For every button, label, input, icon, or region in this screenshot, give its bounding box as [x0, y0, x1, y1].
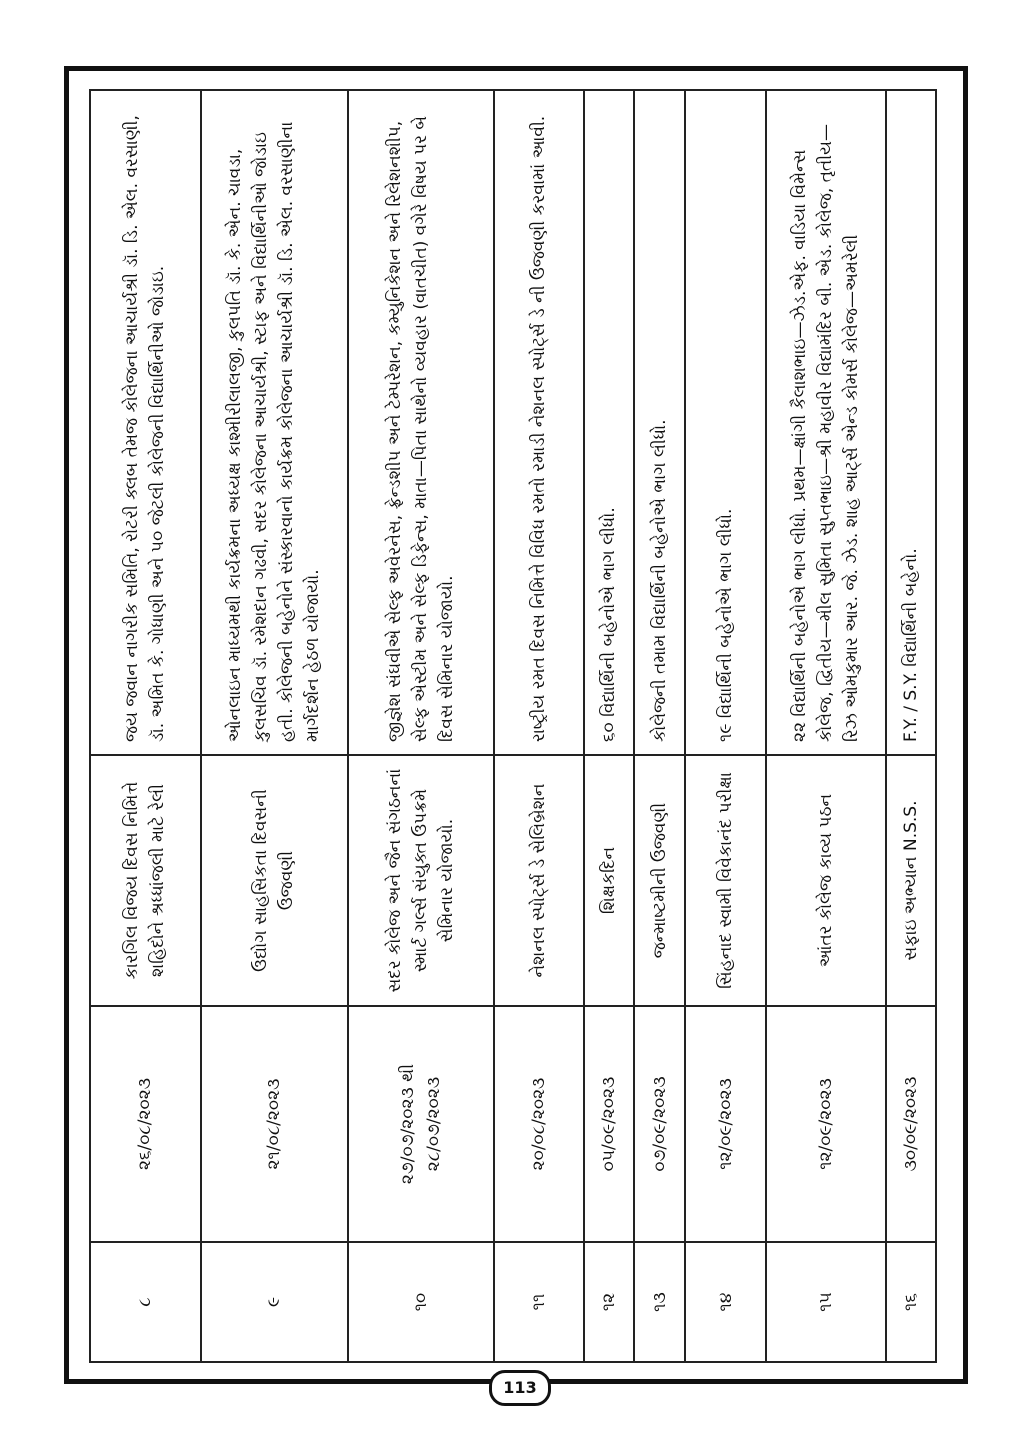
- program-cell: આંતર કોલેજ કાવ્ય પઠન: [766, 755, 885, 1006]
- serial-number-cell: ૧૪: [685, 1242, 767, 1362]
- events-table: [89, 89, 937, 1363]
- serial-number-cell: ૧૦: [348, 1242, 495, 1362]
- program-cell: નેશનલ સ્પોર્ટ્સ ડે સેલિબ્રેશન: [494, 755, 584, 1006]
- table-row: [766, 90, 885, 1362]
- program-cell: સફાઇ અભ્યાન N.S.S.: [886, 755, 936, 1006]
- rotated-table-container: [89, 89, 937, 1363]
- table-row: [348, 90, 495, 1362]
- details-cell: ૨૨ વિદ્યાર્થિની બહેનોએ ભાગ લીધો. પ્રથમ—ક્ષાંગી કૈલાશભાઇ—ઝેડ.એફ. વાડિયા વિમેન્સ કોલેજ, દ્વિતીય—મીલ સુમિતા સુપ્તભાઇ—શ્રી મહાવીર વિદ્યામંદિર બી. એડ. કોલેજ, તૃતીય—રિઝ ઓમકુમાર આર. જે. ઝેડ. શાહ આર્ટ્સ એન્ડ કોમર્સ કોલેજ—અમરેલી: [766, 90, 885, 755]
- table-row: [90, 90, 201, 1362]
- serial-number-cell: ૧૩: [634, 1242, 684, 1362]
- date-cell: ૦૭/૦૯/૨૦૨૩: [634, 1006, 684, 1242]
- date-cell: ૧૨/૦૯/૨૦૨૩: [766, 1006, 885, 1242]
- table-row: [634, 90, 684, 1362]
- serial-number-cell: ૧૫: [766, 1242, 885, 1362]
- table-viewport: [89, 89, 937, 1363]
- details-cell: જય જવાન નાગરીક સમિતિ, રોટરી ક્લબ તેમજ કોલેજના આચાર્યશ્રી ડૉ. ડિ. એલ. વરસાણી, ડૉ. અમિત કે. ગોધાણી અને ૫૦ જેટલી કોલેજની વિદ્યાર્થિનીઓ જોડાઇ.: [90, 90, 201, 755]
- table-row: [494, 90, 584, 1362]
- date-cell: ૨૧/૦૮/૨૦૨૩: [201, 1006, 348, 1242]
- events-table-body: [90, 90, 936, 1362]
- serial-number-cell: ૧૧: [494, 1242, 584, 1362]
- program-cell: શિક્ષકદિન: [584, 755, 634, 1006]
- details-cell: ઓનલાઇન માધ્યમથી કાર્યક્રમના અધ્યક્ષ કાશ્મીરીલાલજી, કુલપતિ ડૉ. કે. એન. ચાવડા, કુલસચિવ ડૉ. રમેશદાન ગઢવી, સદર કોલેજના આચાર્યશ્રી, સ્ટાફ અને વિદ્યાર્થિનીઓ જોડાઇ હતી. કોલેજની બહેનોને સંસ્કારવાનો કાર્યક્રમ કોલેજના આચાર્યશ્રી ડૉ. ડિ. એલ. વરસાણીના માર્ગદર્શન હેઠળ યોજાયો.: [201, 90, 348, 755]
- table-row: [201, 90, 348, 1362]
- program-cell: કારગિલ વિજય દિવસ નિમિત્તે શહિદોને શ્રધ્ધાંજલી માટે રેલી: [90, 755, 201, 1006]
- page-number: 113: [489, 1370, 551, 1406]
- details-cell: કોલેજની તમામ વિદ્યાર્થિની બહેનોએ ભાગ લીધો.: [634, 90, 684, 755]
- date-cell: ૨૦/૦૮/૨૦૨૩: [494, 1006, 584, 1242]
- program-cell: સિંહનાદ સ્વામી વિવેકાનંદ પરીક્ષા: [685, 755, 767, 1006]
- details-cell: ૧૯ વિદ્યાર્થિની બહેનોએ ભાગ લીધો.: [685, 90, 767, 755]
- details-cell: જીજ્ઞેશ સંઘવીએ સેલ્ફ અવેરનેસ, ફ્રેન્ડશીપ અને ટેમ્પરેશન, કમ્યુનિકેશન અને રિલેશનશીપ, સેલ્ફ એસ્ટીમ અને સેલ્ફ ડિફેન્સ, માતા—પિતા સાથેનો વ્યવહાર (વાતચીત) વગેરે વિષય પર બે દિવસ સેમિનાર યોજાયો.: [348, 90, 495, 755]
- table-row: [685, 90, 767, 1362]
- date-cell: ૨૭/૦૭/૨૦૨૩ થી ૨૮/૦૭/૨૦૨૩: [348, 1006, 495, 1242]
- date-cell: ૧૨/૦૯/૨૦૨૩: [685, 1006, 767, 1242]
- date-cell: ૨૬/૦૮/૨૦૨૩: [90, 1006, 201, 1242]
- serial-number-cell: ૧૨: [584, 1242, 634, 1362]
- serial-number-cell: ૯: [201, 1242, 348, 1362]
- date-cell: ૩૦/૦૯/૨૦૨૩: [886, 1006, 936, 1242]
- program-cell: ઉદ્યોગ સાહસિકતા દિવસની ઉજવણી: [201, 755, 348, 1006]
- program-cell: જન્માષ્ટમીની ઉજવણી: [634, 755, 684, 1006]
- date-cell: ૦૫/૦૯/૨૦૨૩: [584, 1006, 634, 1242]
- details-cell: ૬૦ વિદ્યાર્થિની બહેનોએ ભાગ લીધો.: [584, 90, 634, 755]
- details-cell: F.Y. / S.Y. વિદ્યાર્થિની બહેનો.: [886, 90, 936, 755]
- table-row: [886, 90, 936, 1362]
- serial-number-cell: ૧૬: [886, 1242, 936, 1362]
- program-cell: સદર કોલેજ અને જૈન સંગઠનનાં સ્માર્ટ ગર્લ્સ સંયુક્ત ઉપક્રમે સેમિનાર યોજાયો.: [348, 755, 495, 1006]
- details-cell: રાષ્ટ્રીય રમત દિવસ નિમિત્તે વિવિધ રમતો રમાડી નેશનલ સ્પોર્ટ્સ ડે ની ઉજવણી કરવામાં આવી.: [494, 90, 584, 755]
- table-row: [584, 90, 634, 1362]
- serial-number-cell: ૮: [90, 1242, 201, 1362]
